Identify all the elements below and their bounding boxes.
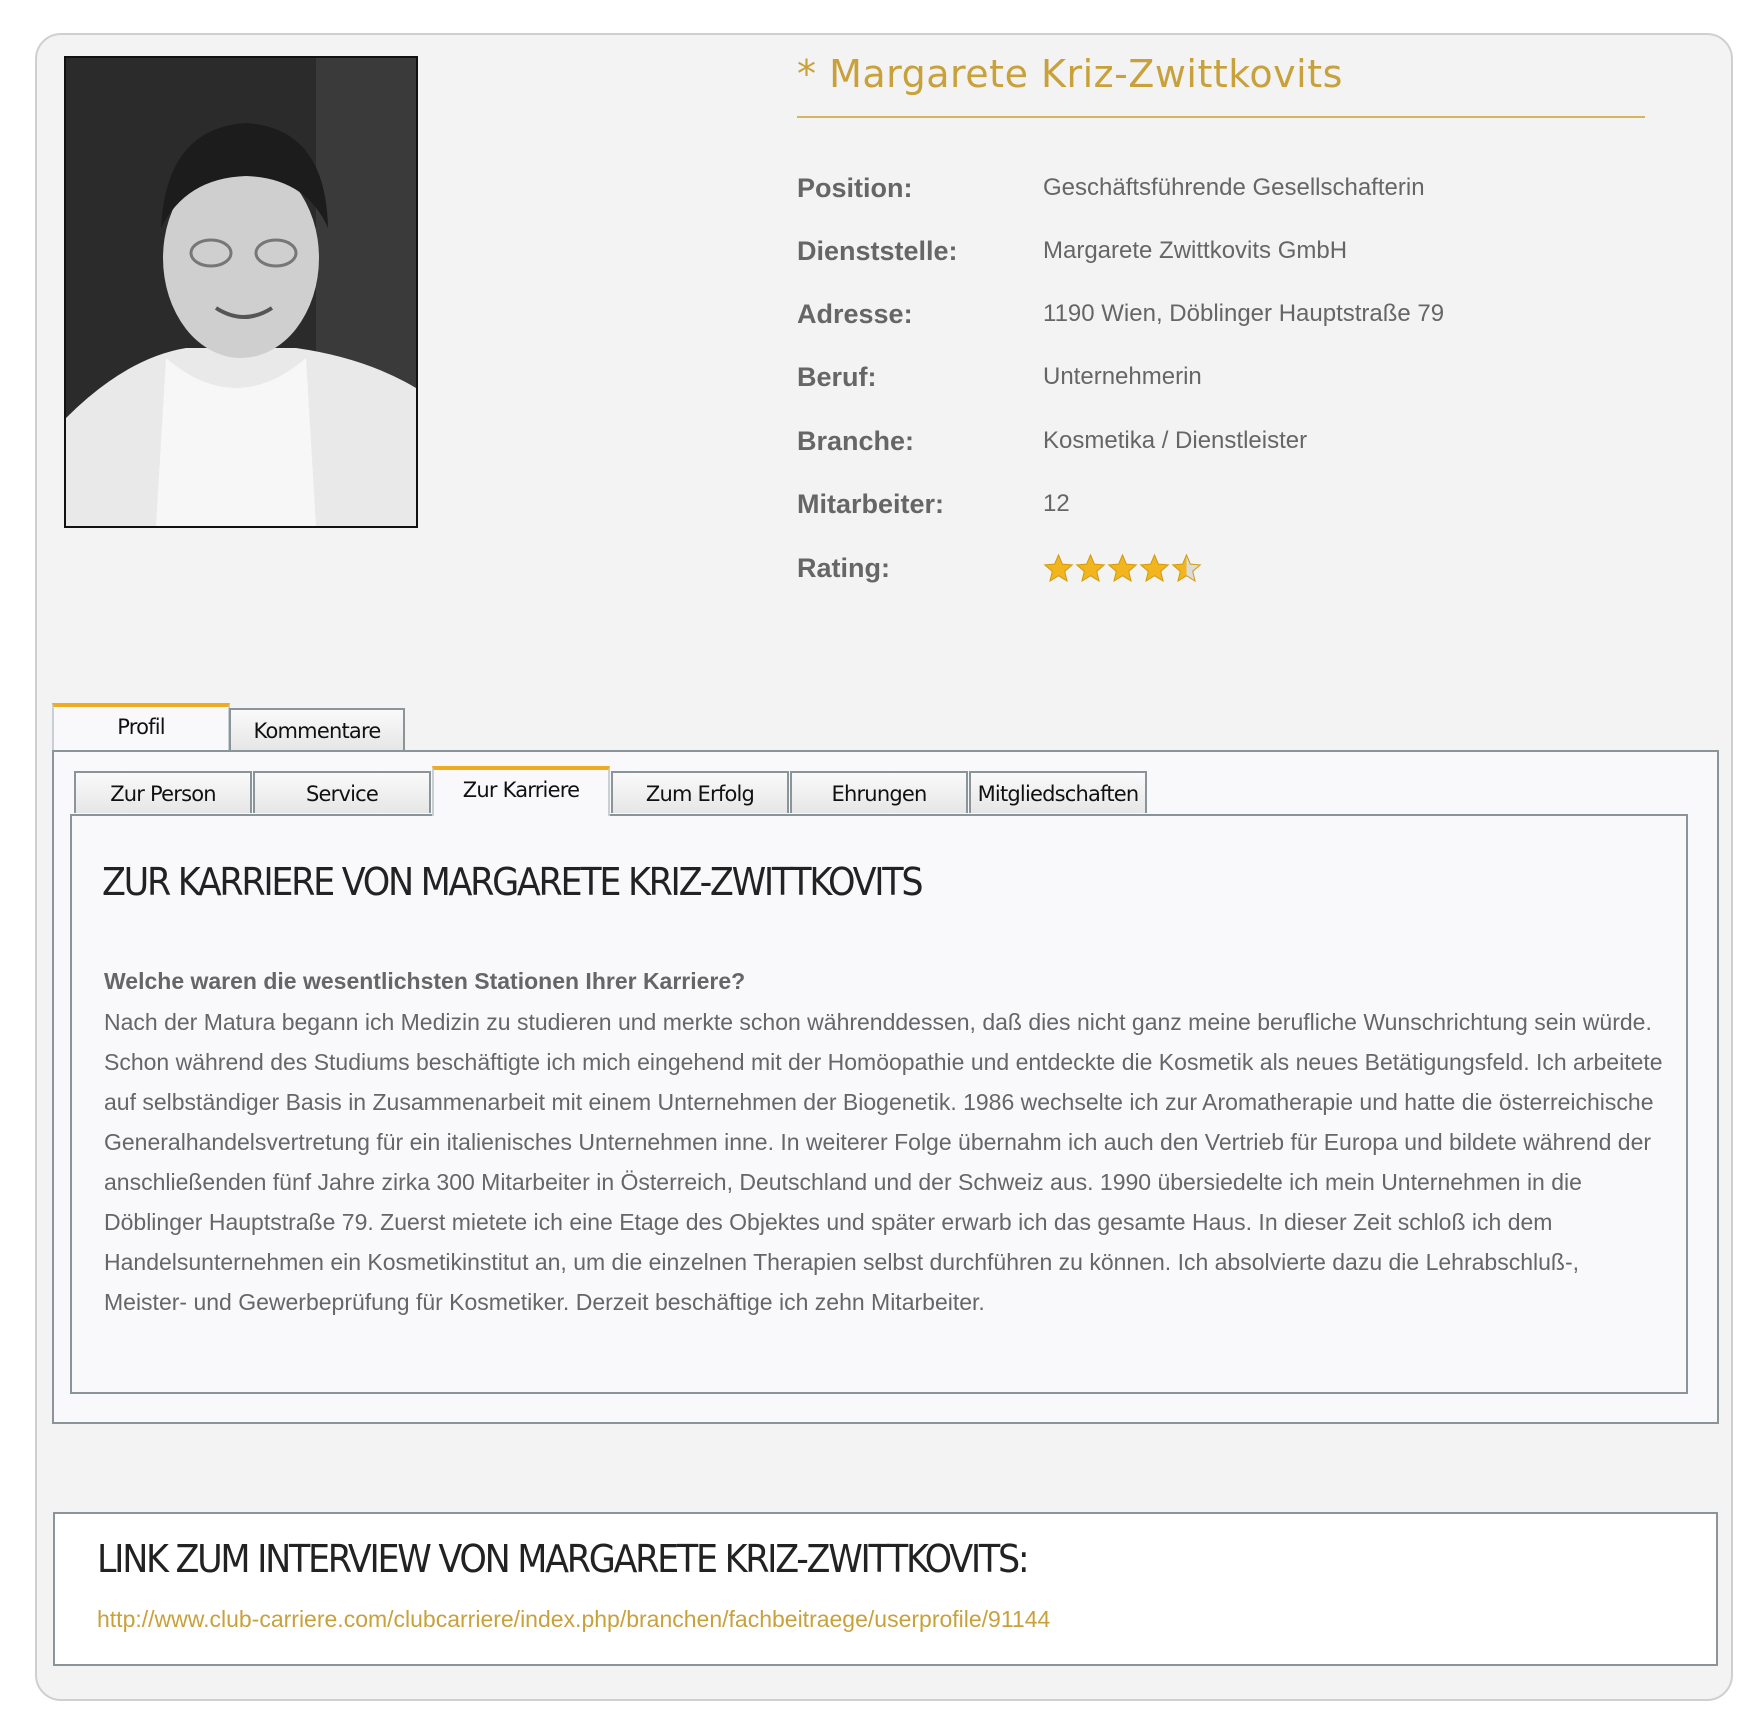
field-beruf	[797, 357, 1202, 397]
field-label: Dienststelle:	[797, 235, 958, 266]
field-value: Kosmetika / Dienstleister	[1043, 427, 1308, 454]
subtab-label: Ehrungen	[831, 782, 927, 806]
section-heading: ZUR KARRIERE VON MARGARETE KRIZ-ZWITTKOVITS	[102, 860, 922, 904]
name-divider	[797, 116, 1645, 118]
star-icon	[1075, 553, 1106, 584]
interview-link[interactable]: http://www.club-carriere.com/clubcarriere/index.php/branchen/fachbeitraege/userprofile/91144	[97, 1606, 1051, 1632]
field-label: Branche:	[797, 425, 915, 456]
subtab-zur-person[interactable]	[74, 771, 252, 813]
field-label: Rating:	[797, 552, 890, 583]
field-rating	[797, 548, 1202, 588]
field-branche	[797, 421, 1307, 461]
field-position	[797, 168, 1425, 208]
field-value: 1190 Wien, Döblinger Hauptstraße 79	[1043, 300, 1445, 327]
field-label: Adresse:	[797, 298, 913, 329]
tab-label: Kommentare	[253, 719, 381, 743]
subtab-zur-karriere[interactable]	[432, 766, 610, 816]
field-value: Unternehmerin	[1043, 363, 1202, 390]
subtab-service[interactable]	[253, 771, 431, 813]
field-value: Geschäftsführende Gesellschafterin	[1043, 174, 1425, 201]
field-adresse	[797, 294, 1444, 334]
tab-profil[interactable]	[52, 703, 230, 751]
interview-question: Welche waren die wesentlichsten Stationen Ihrer Karriere?	[104, 968, 746, 994]
subtab-label: Zum Erfolg	[645, 782, 755, 806]
star-icon	[1107, 553, 1138, 584]
subtab-label: Mitgliedschaften	[977, 782, 1139, 806]
profile-photo	[64, 56, 418, 528]
rating-stars	[1043, 553, 1202, 584]
subtab-zum-erfolg[interactable]	[611, 771, 789, 813]
subtab-label: Zur Karriere	[462, 778, 580, 802]
subtab-mitgliedschaften[interactable]	[969, 771, 1147, 813]
star-icon	[1139, 553, 1170, 584]
field-value: Margarete Zwittkovits GmbH	[1043, 237, 1348, 264]
field-label: Mitarbeiter:	[797, 488, 945, 519]
field-label: Beruf:	[797, 361, 877, 392]
field-value: 12	[1043, 490, 1070, 517]
subtab-label: Zur Person	[110, 782, 216, 806]
interview-answer: Nach der Matura begann ich Medizin zu studieren und merkte schon währenddessen, daß dies nicht ganz meine berufliche Wunschrichtung sein würde. Schon während des Studiums beschäftigte ich mich eingehend mit der Homöopathie und entdeckte die Kosmetik als neues Betätigungsfeld. Ich arbeitete auf selbständiger Basis in Zusammenarbeit mit einem Unternehmen der Biogenetik. 1986 wechselte ich zur Aromatherapie und hatte die österreichische Generalhandelsvertretung für ein italienisches Unternehmen inne. In weiterer Folge übernahm ich auch den Vertrieb für Europa und bildete während der anschließenden fünf Jahre zirka 300 Mitarbeiter in Österreich, Deutschland und der Schweiz aus. 1990 übersiedelte ich mein Unternehmen in die Döblinger Hauptstraße 79. Zuerst mietete ich eine Etage des Objektes und später erwarb ich das gesamte Haus. In dieser Zeit schloß ich dem Handelsunternehmen ein Kosmetikinstitut an, um die einzelnen Therapien selbst durchführen zu können. Ich absolvierte dazu die Lehrabschluß-, Meister- und Gewerbeprüfung für Kosmetiker. Derzeit beschäftige ich zehn Mitarbeiter.	[104, 1009, 1663, 1315]
interview-link-heading: LINK ZUM INTERVIEW VON MARGARETE KRIZ-ZWITTKOVITS:	[97, 1537, 1028, 1581]
field-mitarbeiter	[797, 484, 1070, 524]
field-dienststelle	[797, 231, 1347, 271]
field-label: Position:	[797, 172, 913, 203]
star-icon	[1043, 553, 1074, 584]
subtab-ehrungen[interactable]	[790, 771, 968, 813]
star-icon	[1171, 553, 1202, 584]
tab-label: Profil	[117, 715, 165, 739]
interview-link-box	[53, 1512, 1718, 1666]
tab-kommentare[interactable]	[229, 708, 405, 750]
person-name-title: * Margarete Kriz-Zwittkovits	[797, 52, 1343, 96]
subtab-label: Service	[305, 782, 378, 806]
